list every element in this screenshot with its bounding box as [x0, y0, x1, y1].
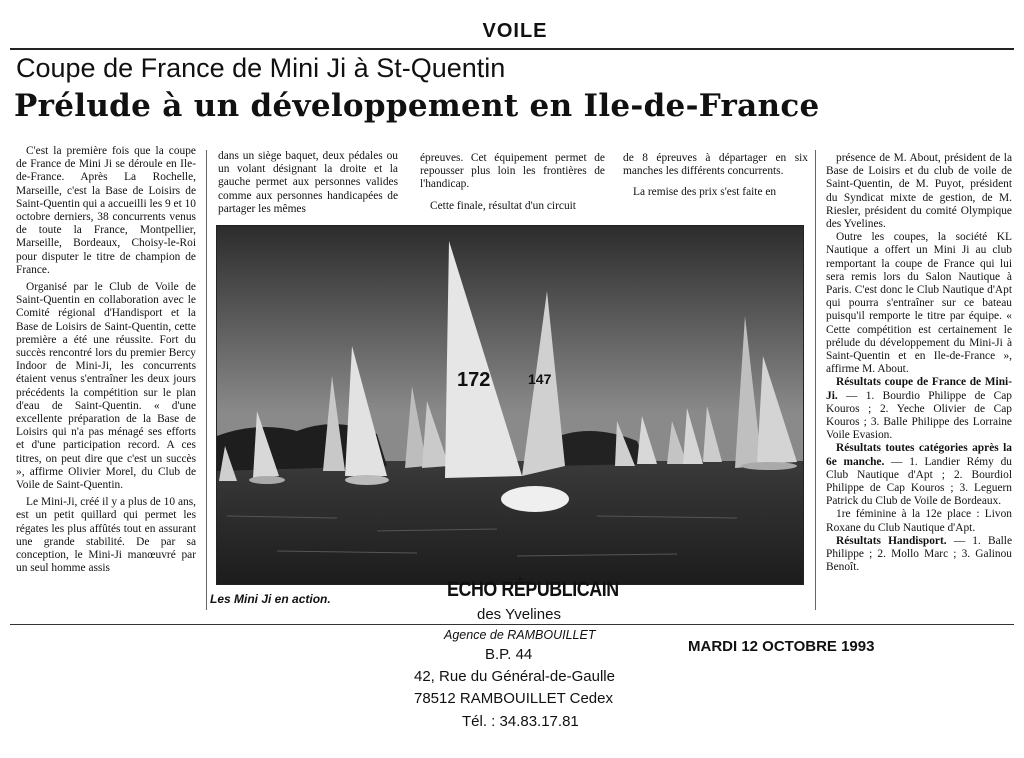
regatta-photo: [216, 225, 804, 585]
publication-name: ECHO RÉPUBLICAIN: [447, 578, 619, 601]
paragraph: épreuves. Cet équipement permet de repousser plus loin les frontières de l'handicap.: [420, 152, 605, 191]
paragraph: Organisé par le Club de Voile de Saint-Quentin en collaboration avec le Comité régional d'Handisport et la Base de Loisirs de Saint-Quentin, cette première a été une réussite. Fort du succès rencontré lors du premier Bercy Indoor de Mini-Ji, les concurrents étaient venus s'entraîner les deux jours précédents la compétition sur le plan d'eau de Saint-Quentin. « d'une excellente préparation de la Base de Loisirs qui n'a pas ménagé ses efforts et d'une participation record. A ces titres, on peut dire que c'est un succès », affirme Olivier Morel, du Club de Voile de Saint-Quentin.: [16, 281, 196, 492]
paragraph: C'est la première fois que la coupe de France de Mini Ji se déroule en Ile-de-France. Après La Rochelle, Marseille, c'est la Base de Loisirs de Saint-Quentin qui a accueilli les 9 et 10 octobre derniers, 38 concurrents venus de toute la France, Montpellier, Marseille, Bordeaux, Choisy-le-Roi pour disputer le titre de champion de France.: [16, 145, 196, 276]
results-paragraph: [826, 376, 1012, 442]
paragraph: de 8 épreuves à départager en six manches les différents concurrents.: [623, 152, 808, 178]
agency-label: Agence de RAMBOUILLET: [444, 628, 596, 642]
results-text: — 1. Balle Philippe ; 2. Mollo Marc ; 3. Galinou Benoît.: [826, 534, 1013, 574]
paragraph: Le Mini-Ji, créé il y a plus de 10 ans, est un petit quillard qui permet les régates les plus affûtés tout en assurant une grande stabilité. De par sa conception, le Mini-Ji manœuvré par un seul homme assis: [16, 496, 196, 575]
paragraph: Outre les coupes, la société KL Nautique a offert un Mini Ji au club remportant la coupe de France qui lui sera remis lors du Salon Nautique à Paris. C'est donc le Club Nautique d'Apt qui pourra s'entraîner sur ce bateau puisqu'il remporte le titre par équipe. « Cette compétition est certainement le prélude du développement du Mini-Ji à Saint-Quentin et en Ile-de-France », affirme M. About.: [826, 231, 1012, 376]
address-street: 42, Rue du Général-de-Gaulle: [414, 668, 615, 685]
top-rule: [10, 48, 1014, 50]
regatta-photo-drawing: [217, 226, 803, 584]
address-po-box: B.P. 44: [485, 646, 533, 663]
results-paragraph: [826, 442, 1012, 508]
results-title: Résultats coupe de France de Mini-Ji.: [826, 376, 1012, 402]
paragraph: La remise des prix s'est faite en: [633, 186, 777, 199]
article-headline: Prélude à un développement en Ile-de-France: [14, 88, 820, 124]
article-column-2: [218, 150, 398, 216]
column-divider: [206, 150, 207, 610]
article-column-3: [420, 152, 605, 213]
article-column-4: [623, 152, 808, 200]
article-column-5: [826, 152, 1012, 575]
bottom-rule: [10, 624, 1014, 625]
column-divider: [815, 150, 816, 610]
article-column-1: [16, 145, 196, 576]
publication-date: MARDI 12 OCTOBRE 1993: [688, 638, 875, 655]
photo-caption: Les Mini Ji en action.: [210, 592, 331, 606]
results-text: — 1. Landier Rémy du Club Nautique d'Apt ; 2. Bourdiol Philippe de Cap Kouros ; 3. Leguern Patrick du Club de Voile de Bordeaux.: [826, 455, 1012, 508]
paragraph: présence de M. About, président de la Base de Loisirs et du club de voile de Saint-Quentin, de M. Puyot, président du Syndicat mixte de gestion, de M. Riesler, président du comité Olympique des Yvelines.: [826, 152, 1012, 231]
address-phone: Tél. : 34.83.17.81: [462, 713, 579, 730]
section-label: VOILE: [482, 20, 548, 42]
paragraph: dans un siège baquet, deux pédales ou un volant désignant la droite et la gauche permet aux personnes valides comme aux personnes handicapées de partager les mêmes: [218, 150, 398, 215]
publication-subtitle: des Yvelines: [477, 606, 561, 623]
results-text: — 1. Bourdio Philippe de Cap Kouros ; 2. Yeche Olivier de Cap Kouros ; 3. Balle Philippe des Lorraine Voile Evasion.: [826, 389, 1012, 442]
results-paragraph: 1re féminine à la 12e place : Livon Roxane du Club Nautique d'Apt.: [826, 508, 1012, 534]
article-subhead: Coupe de France de Mini Ji à St-Quentin: [16, 53, 506, 83]
results-title: Résultats toutes catégories après la 6e manche.: [826, 442, 1012, 468]
results-title: Résultats Handisport.: [836, 534, 947, 547]
address-city: 78512 RAMBOUILLET Cedex: [414, 690, 613, 707]
results-paragraph: [826, 535, 1012, 575]
paragraph: Cette finale, résultat d'un circuit: [430, 199, 576, 212]
sail-number: 172: [457, 369, 491, 391]
sail-number: 147: [528, 371, 552, 387]
